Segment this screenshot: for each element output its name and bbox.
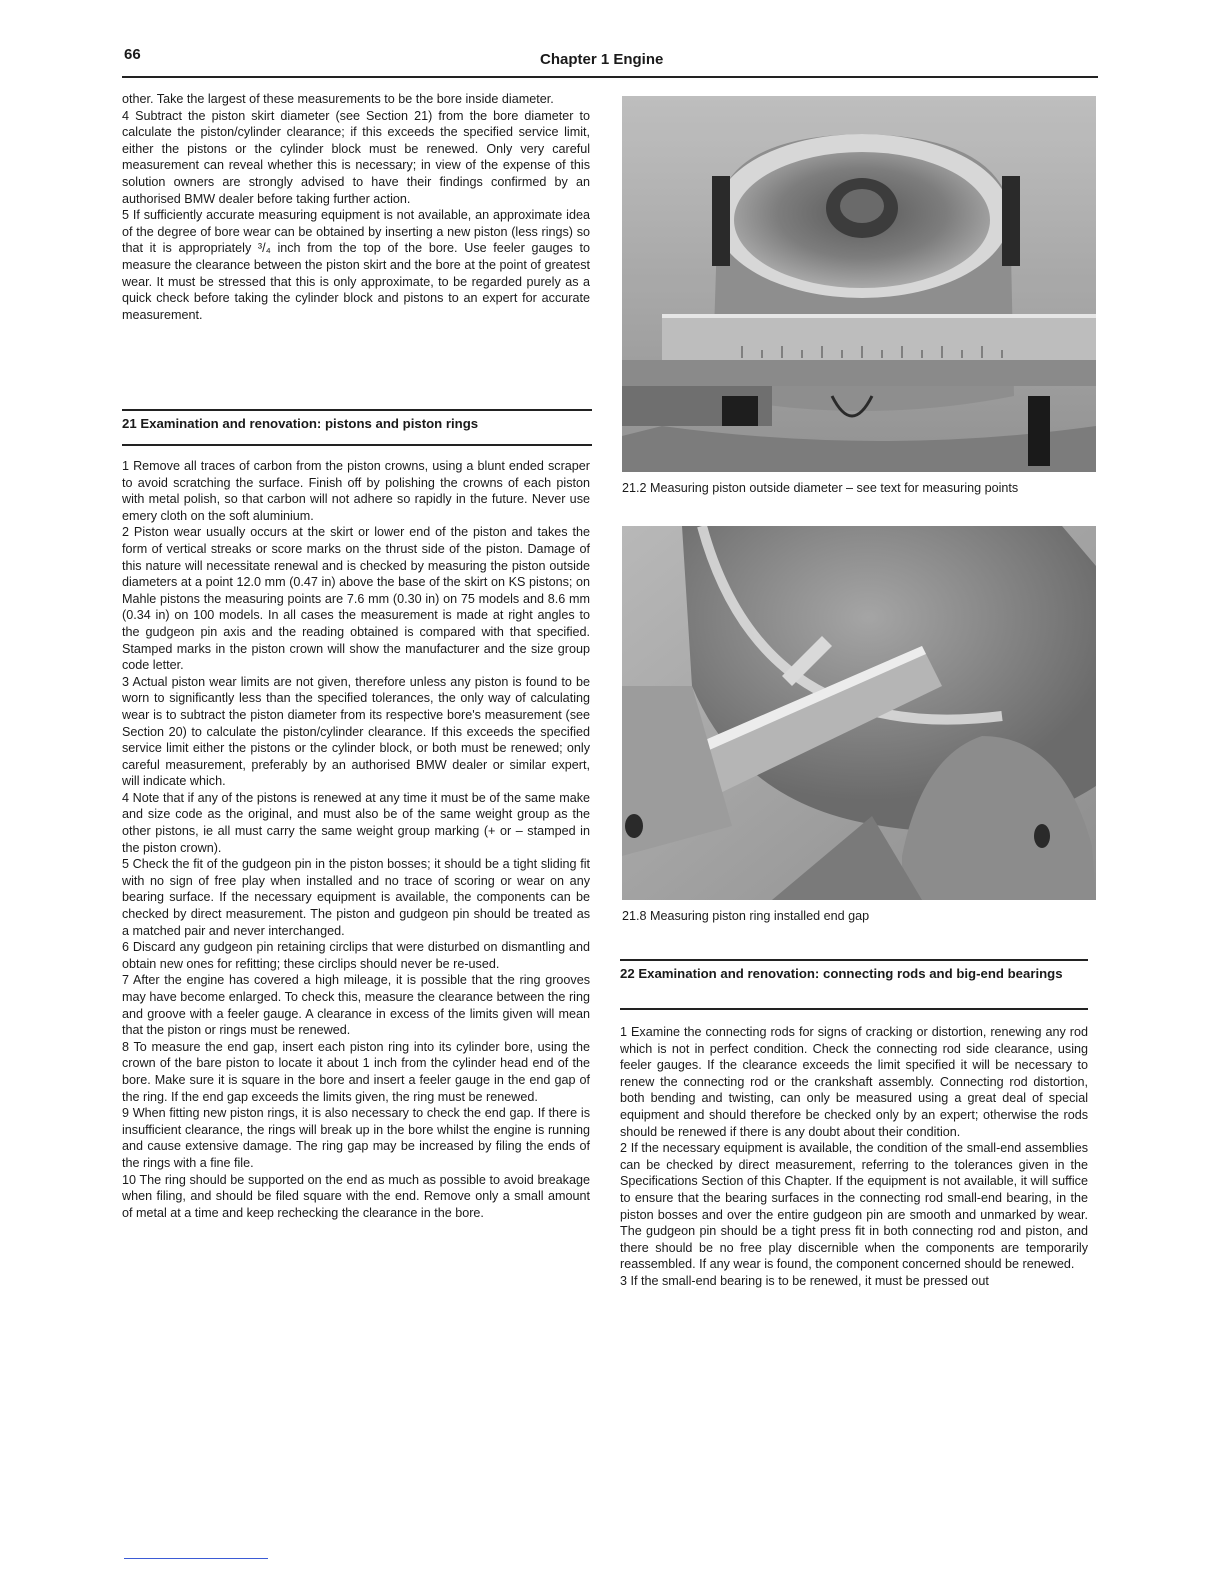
chapter-title: Chapter 1 Engine: [540, 51, 664, 68]
heading-rule: [122, 409, 592, 411]
figure-2-caption: 21.8 Measuring piston ring installed end gap: [622, 909, 870, 923]
paragraph: 6 Discard any gudgeon pin retaining circlips that were disturbed on dismantling and obtain new ones for refitting; these circlips should never be re-used.: [122, 940, 590, 971]
footer-rule: [124, 1558, 268, 1559]
section-21-title: 21 Examination and renovation: pistons and piston rings: [122, 416, 479, 431]
paragraph: 9 When fitting new piston rings, it is also necessary to check the end gap. If there is insufficient clearance, the rings will break up in the bore whilst the engine is running and cause extensive damage. The ring gap may be increased by filing the ends of the rings with a fine file.: [122, 1106, 590, 1170]
heading-rule: [620, 1008, 1088, 1010]
paragraph: other. Take the largest of these measurements to be the bore inside diameter.: [122, 92, 554, 106]
paragraph: 2 Piston wear usually occurs at the skirt or lower end of the piston and takes the form of vertical streaks or score marks on the thrust side of the piston. Damage of this nature will necessitate renewal and is checked by measuring the piston outside diameters at a point 12.0 mm (0.47 in) above the base of the skirt on KS pistons; on Mahle pistons the measuring points are 7.6 mm (0.30 in) on 75 models and 8.6 mm (0.34 in) on 100 models. In all cases the measurement is made at right angles to the gudgeon pin axis and the reading obtained is compared with that specified. Stamped marks in the piston crown will show the manufacturer and the size group code letter.: [122, 525, 590, 673]
section-21-body: [122, 458, 590, 1221]
header-rule: [122, 76, 1098, 78]
section-22-body: [620, 1024, 1088, 1290]
section-22-title: 22 Examination and renovation: connecting rods and big-end bearings: [620, 966, 1063, 981]
paragraph: 3 Actual piston wear limits are not given, therefore unless any piston is found to be worn to significantly less than the specified tolerances, the only way of calculating wear is to subtract the piston diameter from its respective bore's measurement (see Section 20) to calculate the piston/cylinder clearance. If this exceeds the specified service limit either the pistons or the cylinder block, or both must be renewed; only careful measurement, preferably by an authorised BMW dealer or similar expert, will indicate which.: [122, 674, 590, 789]
paragraph: 4 Subtract the piston skirt diameter (see Section 21) from the bore diameter to calculate the piston/cylinder clearance; if this exceeds the specified service limit, either the pistons or the cylinder block must be renewed. Only very careful measurement can reveal whether this is necessary; in view of the expense of this solution owners are strongly advised to have their findings confirmed by an authorised BMW dealer before taking further action.: [122, 108, 590, 206]
figure-piston-diameter-photo: [622, 96, 1096, 472]
heading-rule: [620, 959, 1088, 961]
page-number: 66: [124, 46, 141, 63]
section-22-heading: [620, 966, 1088, 982]
piston-caliper-illustration: [622, 96, 1096, 472]
section-20-continued: [122, 91, 590, 323]
section-21-heading: [122, 416, 592, 432]
heading-rule: [122, 444, 592, 446]
ring-gap-illustration: [622, 526, 1096, 900]
paragraph: 8 To measure the end gap, insert each piston ring into its cylinder bore, using the crown of the bare piston to locate it about 1 inch from the cylinder head end of the bore. Make sure it is square in the bore and insert a feeler gauge in the end gap of the ring. If the end gap exceeds the limits given, the ring must be renewed.: [122, 1039, 590, 1104]
paragraph: 4 Note that if any of the pistons is renewed at any time it must be of the same make and size code as the original, and must also be of the same weight group as the other pistons, ie all must carry the same weight group marking (+ or – stamped in the piston crown).: [122, 790, 590, 855]
paragraph: 1 Remove all traces of carbon from the piston crowns, using a blunt ended scraper to avoid scratching the surface. Finish off by polishing the crowns of each piston with metal polish, so that carbon will not adhere so rapidly in the future. Never use emery cloth on the soft aluminium.: [122, 459, 590, 523]
paragraph: 5 Check the fit of the gudgeon pin in the piston bosses; it should be a tight sliding fit with no sign of free play when installed and no trace of scoring or wear on any bearing surface. If the necessary equipment is available, the components can be checked by direct measurement. The piston and gudgeon pin should be treated as a matched pair and never interchanged.: [122, 857, 590, 938]
paragraph: 7 After the engine has covered a high mileage, it is possible that the ring grooves may have become enlarged. To check this, measure the clearance between the ring and groove with a feeler gauge. A clearance in excess of the limits given will mean that the piston or rings must be renewed.: [122, 973, 590, 1038]
paragraph: 3 If the small-end bearing is to be renewed, it must be pressed out: [620, 1273, 989, 1288]
figure-ring-end-gap-photo: [622, 526, 1096, 900]
paragraph: 1 Examine the connecting rods for signs of cracking or distortion, renewing any rod which is not in perfect condition. Check the connecting rod side clearance, using feeler gauges. If the clearance exceeds the limit specified it will be necessary to renew the connecting rod or the crankshaft assembly. Connecting rod distortion, both bending and twisting, can only be measured using a great deal of special equipment and should therefore be checked only by an expert; otherwise the rods should be renewed if there is any doubt about their condition.: [620, 1025, 1088, 1139]
paragraph: 5 If sufficiently accurate measuring equipment is not available, an approximate idea of the degree of bore wear can be obtained by inserting a new piston (less rings) so that it is appropriately ³/₄ inch from the top of the bore. Use feeler gauges to measure the clearance between the piston skirt and the bore at the point of greatest wear. It must be stressed that this is only approximate, to be regarded purely as a quick check before taking the cylinder block and pistons to an expert for accurate measurement.: [122, 208, 590, 322]
paragraph: 2 If the necessary equipment is available, the condition of the small-end assemblies can be checked by direct measurement, referring to the tolerances given in the Specifications Section of this Chapter. If the equipment is not available, it will suffice to ensure that the bearing surfaces in the connecting rod small-end bearing, in the piston bosses and over the entire gudgeon pin are smooth and unmarked by wear. The gudgeon pin should be a tight press fit in both connecting rod and piston, and there should be no free play discernible when the components are temporarily reassembled. If any wear is found, the component concerned should be renewed.: [620, 1141, 1088, 1272]
paragraph: 10 The ring should be supported on the end as much as possible to avoid breakage when filing, and should be filed square with the end. Remove only a small amount of metal at a time and keep rechecking the clearance in the bore.: [122, 1172, 590, 1220]
figure-1-caption: 21.2 Measuring piston outside diameter – see text for measuring points: [622, 481, 1019, 495]
